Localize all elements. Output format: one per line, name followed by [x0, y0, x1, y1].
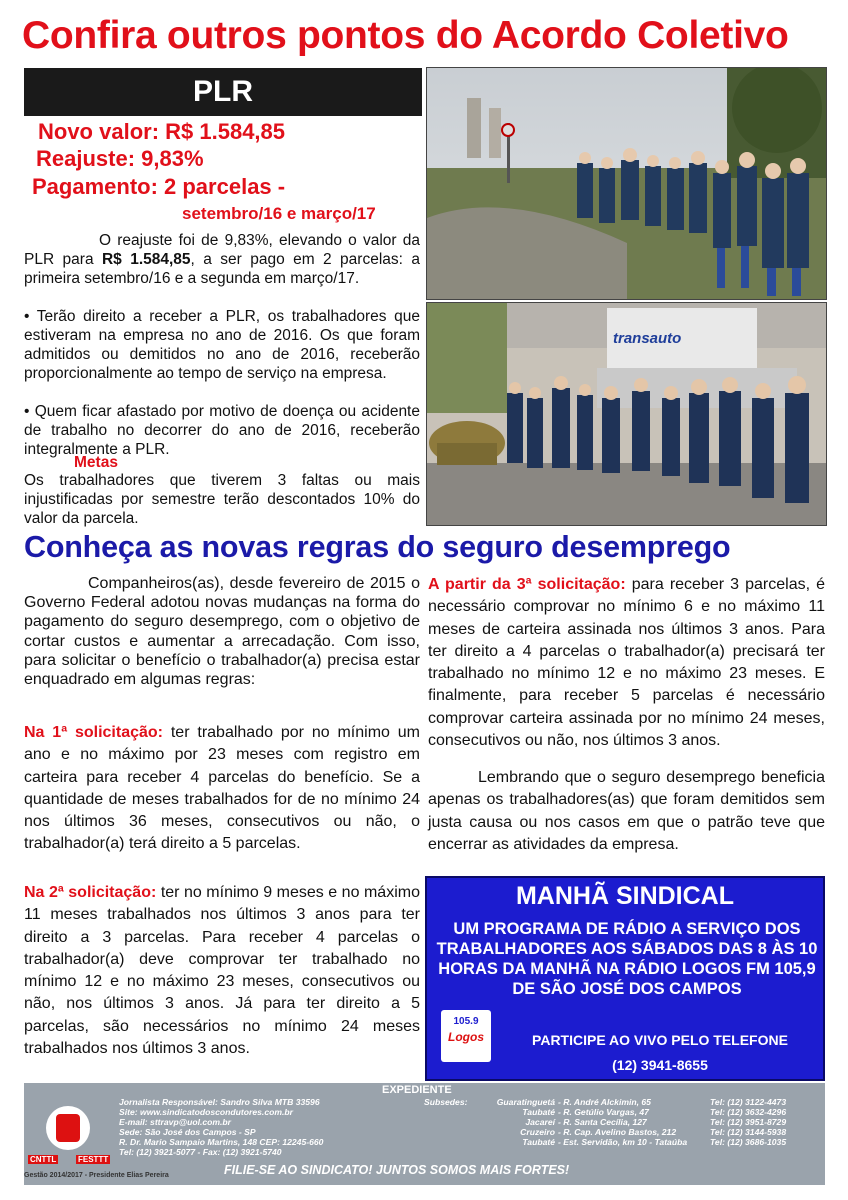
closing-paragraph: Lembrando que o seguro desemprego beneficia apenas os trabalhadores(as) que foram demitidos sem justa causa ou nos casos em que o patrão teve que encerrar as atividades da empresa.: [428, 769, 825, 853]
footer-site: Site: www.sindicatodoscondutores.com.br: [119, 1107, 293, 1117]
second-request-paragraph: [24, 882, 420, 1060]
cnttl-logo: CNTTL: [30, 1155, 57, 1164]
footer-subsedes-label: Subsedes:: [424, 1097, 468, 1107]
radio-program-box: [425, 876, 825, 1081]
subsede-tel: Tel: (12) 3632-4296: [710, 1107, 787, 1117]
festtt-logo: FESTTT: [78, 1155, 109, 1164]
photo-workers-assembly-2: [426, 302, 827, 526]
subsede-city: Jacareí: [525, 1117, 555, 1127]
footer-address: R. Dr. Mario Sampaio Martins, 148 CEP: 12245-660: [119, 1137, 324, 1147]
plr-bullet-1: • Terão direito a receber a PLR, os trabalhadores que estiveram na empresa no ano de 2016. Os que foram admitidos ou demitidos no ano de 2016, receberão proporcionalmente ao tempo de serviço na empresa.: [24, 308, 420, 382]
plr-bullet-2: • Quem ficar afastado por motivo de doença ou acidente de trabalho no decorrer do ano de 2016, receberão integralmente a PLR.: [24, 403, 420, 458]
subsede-city: Taubaté: [522, 1107, 555, 1117]
subsede-address: - Est. Servidão, km 10 - Tataúba: [558, 1137, 688, 1147]
third-request-text: para receber 3 parcelas, é necessário comprovar no mínimo 6 e no máximo 11 meses de carteira assinada nos últimos 3 anos. Para ter direito a 4 parcelas o trabalhador(a) precisará ter trabalhado no mínimo 12 e no máximo 23 meses. E finalmente, para receber 5 parcelas é necessário comprovar carteira assinada por no mínimo 24 meses, consecutivos ou não, nos últimos 3 anos.: [428, 576, 826, 750]
subsede-address: - R. André Alckimin, 65: [558, 1097, 651, 1107]
subsede-city: Guaratinguetá: [496, 1097, 555, 1107]
subsede-address: - R. Cap. Avelino Bastos, 212: [558, 1127, 677, 1137]
subsede-tel: Tel: (12) 3122-4473: [710, 1097, 787, 1107]
first-request-paragraph: [24, 722, 420, 856]
third-request-paragraph: [428, 574, 825, 752]
radio-phone: (12) 3941-8655: [612, 1057, 708, 1073]
union-logo: [46, 1106, 90, 1150]
plr-paragraph: [24, 231, 420, 288]
metas-text: Os trabalhadores que tiverem 3 faltas ou mais injustificadas por semestre terão descontados 10% do valor da parcela.: [24, 472, 420, 527]
footer-tel: Tel: (12) 3921-5077 - Fax: (12) 3921-5740: [119, 1147, 282, 1157]
subsede-tel: Tel: (12) 3686-1035: [710, 1137, 787, 1147]
footer-gestao: Gestão 2014/2017 - Presidente Elias Pereira: [24, 1172, 169, 1179]
plr-value-bold: R$ 1.584,85: [101, 251, 191, 268]
union-logo-mark: [56, 1114, 80, 1142]
plr-payment: Pagamento: 2 parcelas -: [32, 174, 286, 199]
second-request-label: Na 2ª solicitação:: [24, 884, 157, 901]
radio-logo-name: Logos: [448, 1030, 484, 1044]
subsede-address: - R. Getúlio Vargas, 47: [558, 1107, 649, 1117]
radio-description: UM PROGRAMA DE RÁDIO A SERVIÇO DOS TRABALHADORES AOS SÁBADOS DAS 8 ÀS 10 HORAS DA MANHÃ NA RÁDIO LOGOS FM 105,9 DE SÃO JOSÉ DOS CAMPOS: [436, 920, 818, 998]
plr-paragraph-a: O reajuste foi de 9,83%, elevando o valor da PLR para: [24, 232, 420, 268]
radio-logos-logo: [441, 1010, 491, 1062]
metas-heading: Metas: [74, 454, 118, 471]
second-request-text: ter no mínimo 9 meses e no máximo 11 meses trabalhados nos últimos 3 anos para ter direito a 3 parcelas. Para receber 4 parcelas o trabalhador(a) deve comprovar ter trabalhado no mínimo 12 e no máximo 23 meses, consecutivos ou não, nos últimos 3 anos. Já para ter direito a 5 parcelas, são necessários no mínimo 24 meses trabalhados nos últimos 3 anos.: [24, 884, 420, 1058]
radio-logo-frequency: 105.9: [453, 1016, 479, 1027]
footer-sede: Sede: São José dos Campos - SP: [119, 1127, 256, 1137]
subsede-tel: Tel: (12) 3951-8729: [710, 1117, 787, 1127]
footer-heading: EXPEDIENTE: [382, 1084, 452, 1096]
plr-dates: setembro/16 e março/17: [182, 204, 376, 223]
plr-paragraph-b: , a ser pago em 2 parcelas: a primeira setembro/16 e a segunda em março/17.: [24, 251, 420, 287]
first-request-text: ter trabalhado por no mínimo um ano e no máximo por 23 meses com registro em carteira para receber 4 parcelas do benefício. Se a quantidade de meses trabalhados for de no mínimo 24 nos últimos 36 meses, consecutivos ou não, o trabalhador(a) terá direito a 5 parcelas.: [24, 724, 421, 853]
subsede-address: - R. Santa Cecília, 127: [558, 1117, 647, 1127]
footer-expediente: [24, 1083, 825, 1185]
page-title: Confira outros pontos do Acordo Coletivo: [22, 14, 789, 57]
plr-adjustment: Reajuste: 9,83%: [36, 146, 204, 171]
radio-title: MANHÃ SINDICAL: [515, 882, 735, 910]
photo-workers-assembly-1: [426, 67, 827, 300]
subsede-city: Cruzeiro: [520, 1127, 555, 1137]
section-title-seguro-desemprego: Conheça as novas regras do seguro desemprego: [24, 530, 731, 564]
third-request-label: A partir da 3ª solicitação:: [428, 576, 626, 593]
plr-new-value: Novo valor: R$ 1.584,85: [38, 119, 286, 144]
photo2-company-sign: transauto: [613, 330, 682, 347]
footer-journalist: Jornalista Responsável: Sandro Silva MTB 33596: [119, 1097, 320, 1107]
subsede-city: Taubaté: [522, 1137, 555, 1147]
radio-call-to-action: PARTICIPE AO VIVO PELO TELEFONE: [532, 1032, 788, 1048]
plr-banner: PLR: [24, 68, 422, 116]
subsede-tel: Tel: (12) 3144-5938: [710, 1127, 787, 1137]
seguro-intro: Companheiros(as), desde fevereiro de 2015 o Governo Federal adotou novas mudanças na forma do pagamento do seguro desemprego, com o objetivo de cortar custos e aumentar a arrecadação. Com isso, para solicitar o benefício o trabalhador(a) precisa estar enquadrado em algumas regras:: [24, 575, 420, 689]
footer-email: E-mail: sttravp@uol.com.br: [119, 1117, 231, 1127]
footer-slogan: FILIE-SE AO SINDICATO! JUNTOS SOMOS MAIS FORTES!: [224, 1163, 570, 1177]
first-request-label: Na 1ª solicitação:: [24, 724, 164, 741]
